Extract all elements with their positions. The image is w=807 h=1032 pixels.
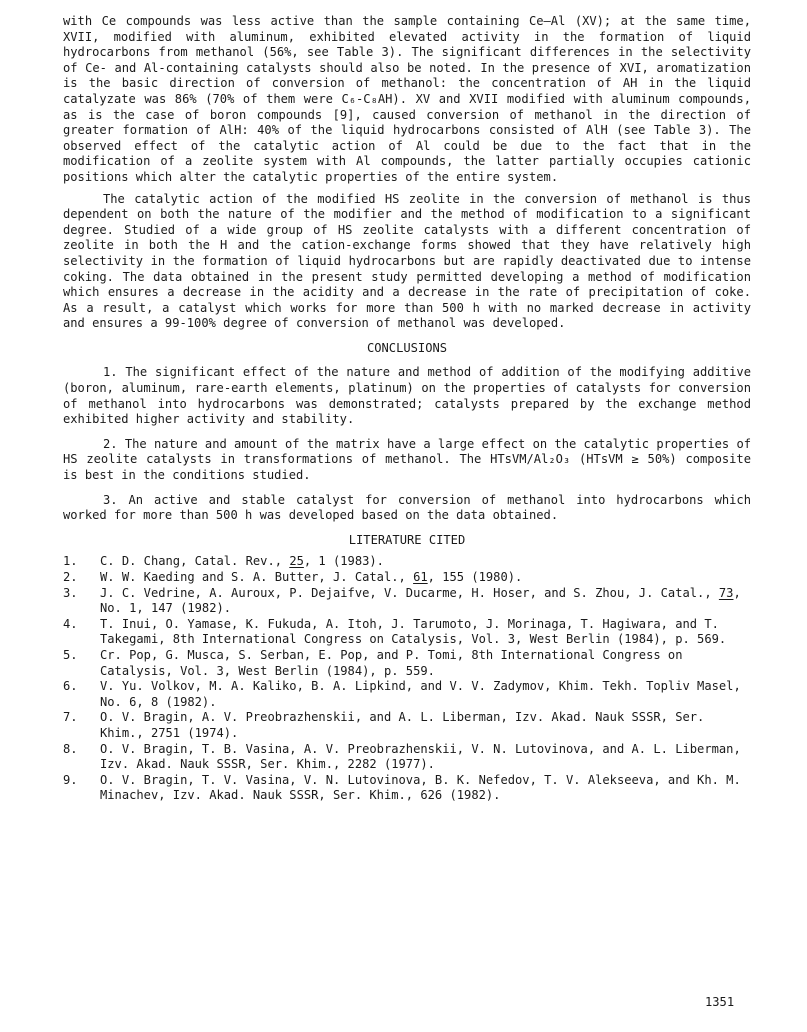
conclusion-item-2: 2. The nature and amount of the matrix have a large effect on the catalytic properties of HS zeolite catalysts in transformations of methanol. The HTsVM/Al₂O₃ (HTsVM ≥ 50%) composite is best in the conditions studied.	[63, 436, 752, 483]
reference-text: C. D. Chang, Catal. Rev., 25, 1 (1983).	[100, 554, 384, 569]
reference-text: O. V. Bragin, T. B. Vasina, A. V. Preobrazhenskii, V. N. Lutovinova, and A. L. Liberman, Izv. Akad. Nauk SSSR, Ser. Khim., 2282 (1977).	[100, 741, 741, 772]
reference-item	[63, 648, 751, 679]
reference-list	[63, 554, 751, 804]
reference-number: 7.	[63, 710, 78, 725]
reference-item	[63, 554, 751, 570]
reference-item	[63, 617, 751, 648]
reference-number: 3.	[63, 585, 78, 600]
reference-text: O. V. Bragin, T. V. Vasina, V. N. Lutovinova, B. K. Nefedov, T. V. Alekseeva, and Kh. M. Minachev, Izv. Akad. Nauk SSSR, Ser. Khim., 626 (1982).	[100, 772, 741, 803]
reference-number: 8.	[63, 741, 78, 756]
reference-text: V. Yu. Volkov, M. A. Kaliko, B. A. Lipkind, and V. V. Zadymov, Khim. Tekh. Topliv Masel, No. 6, 8 (1982).	[100, 679, 741, 709]
reference-number: 6.	[63, 679, 78, 694]
conclusions-heading: CONCLUSIONS	[366, 340, 448, 355]
reference-text: W. W. Kaeding and S. A. Butter, J. Catal., 61, 155 (1980).	[100, 570, 523, 584]
reference-number: 5.	[63, 647, 78, 662]
page-number: 1351	[705, 995, 735, 1009]
reference-text: T. Inui, O. Yamase, K. Fukuda, A. Itoh, J. Tarumoto, J. Morinaga, T. Hagiwara, and T. Takegami, 8th International Congress on Catalysis, Vol. 3, West Berlin (1984), p. 569.	[100, 616, 727, 647]
reference-item	[63, 773, 751, 804]
reference-item	[63, 679, 751, 710]
reference-number: 1.	[63, 554, 78, 569]
reference-item	[63, 742, 751, 773]
reference-text: J. C. Vedrine, A. Auroux, P. Dejaifve, V. Ducarme, H. Hoser, and S. Zhou, J. Catal., 73, No. 1, 147 (1982).	[100, 585, 741, 616]
conclusion-item-1: 1. The significant effect of the nature and method of addition of the modifying additive (boron, aluminum, rare-earth elements, platinum) on the properties of catalysts for conversion of methanol into hydrocarbons was demonstrated; catalysts prepared by the exchange method exhibited higher activity and stability.	[63, 365, 751, 427]
conclusion-item-3: 3. An active and stable catalyst for conversion of methanol into hydrocarbons which worked for more than 500 h was developed based on the data obtained.	[63, 492, 751, 523]
body-paragraph: The catalytic action of the modified HS zeolite in the conversion of methanol is thus dependent on both the nature of the modifier and the method of modification to a significant degree. Studied of a wide group of HS zeolite catalysts with a different concentration of zeolite in both the H and the cation-exchange forms showed that they have relatively high selectivity in the formation of liquid hydrocarbons but are rapidly deactivated due to intense coking. The data obtained in the present study permitted developing a method of modification which ensures a decrease in the acidity and a decrease in the rate of precipitation of coke. As a result, a catalyst which works for more than 500 h with no marked decrease in activity and ensures a 99-100% degree of conversion of methanol was developed.	[63, 191, 751, 331]
reference-text: O. V. Bragin, A. V. Preobrazhenskii, and A. L. Liberman, Izv. Akad. Nauk SSSR, Ser. Khim., 2751 (1974).	[100, 710, 705, 740]
volume-number: 61	[413, 570, 428, 584]
document-page	[63, 14, 751, 804]
reference-item	[63, 570, 751, 586]
reference-number: 9.	[63, 772, 78, 787]
reference-number: 4.	[63, 616, 78, 631]
reference-item	[63, 586, 751, 617]
volume-number: 25	[289, 554, 304, 569]
reference-number: 2.	[63, 570, 78, 584]
reference-text: Cr. Pop, G. Musca, S. Serban, E. Pop, and P. Tomi, 8th International Congress on Catalysis, Vol. 3, West Berlin (1984), p. 559.	[100, 647, 683, 678]
reference-item	[63, 710, 751, 741]
volume-number: 73	[718, 585, 734, 600]
literature-heading: LITERATURE CITED	[348, 532, 466, 547]
body-paragraph-continued: with Ce compounds was less active than the sample containing Ce—Al (XV); at the same time, XVII, modified with aluminum, exhibited elevated activity in the formation of liquid hydrocarbons from methanol (56%, see Table 3). The significant differences in the selectivity of Ce- and Al-containing catalysts should also be noted. In the presence of XVI, aromatization is the basic direction of conversion of methanol: the concentration of AH in the liquid catalyzate was 86% (70% of them were C₆-C₈AH). XV and XVII modified with aluminum compounds, as is the case of boron compounds [9], caused conversion of methanol in the direction of greater formation of AlH: 40% of the liquid hydrocarbons consisted of AlH (see Table 3). The observed effect of the catalytic action of Al could be due to the fact that in the modification of a zeolite system with Al compounds, the latter partially occupies cationic positions which alter the catalytic properties of the entire system.	[63, 14, 751, 184]
